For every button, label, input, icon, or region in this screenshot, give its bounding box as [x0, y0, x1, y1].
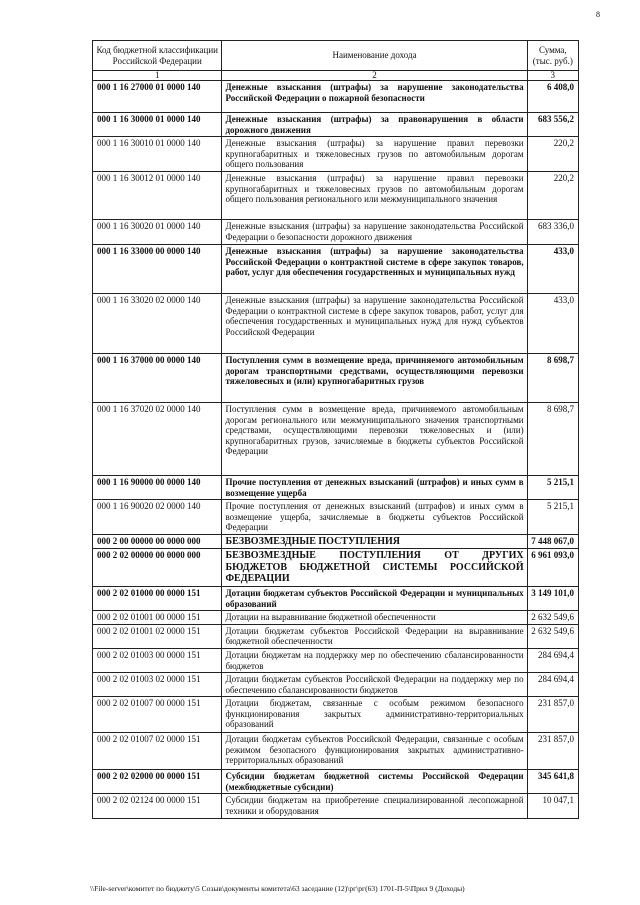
sum-cell: 683 336,0: [527, 219, 578, 244]
page-number: 8: [596, 10, 600, 19]
table-row: [93, 648, 579, 672]
name-cell: Денежные взыскания (штрафы) за нарушение правил перевозки крупногабаритных и тяжеловесных грузов по автомобильным дорогам общего пользования: [222, 137, 527, 172]
name-cell: Денежные взыскания (штрафы) за правонарушения в области дорожного движения: [222, 113, 527, 137]
name-cell: Поступления сумм в возмещение вреда, причиняемого автомобильным дорогам транспортными средствами, осуществляющими перевозки тяжеловесных и (или) крупногабаритных грузов: [222, 353, 527, 402]
name-cell: Денежные взыскания (штрафы) за нарушение законодательства Российской Федерации о безопасности дорожного движения: [222, 219, 527, 244]
sum-cell: 8 698,7: [527, 402, 578, 475]
sum-cell: 284 694,4: [527, 648, 578, 672]
code-cell: 000 1 16 30020 01 0000 140: [93, 219, 222, 244]
code-cell: 000 2 02 02000 00 0000 151: [93, 770, 222, 794]
code-cell: 000 2 02 01007 00 0000 151: [93, 697, 222, 733]
code-cell: 000 2 02 00000 00 0000 000: [93, 549, 222, 587]
table-row: [93, 794, 579, 818]
sum-cell: 433,0: [527, 244, 578, 293]
table-row: [93, 500, 579, 535]
name-cell: Денежные взыскания (штрафы) за нарушение правил перевозки крупногабаритных и тяжеловесных грузов по автомобильным дорогам общего пользования регионального или межмуниципального значения: [222, 171, 527, 219]
code-cell: 000 2 02 01007 02 0000 151: [93, 733, 222, 770]
sum-cell: 10 047,1: [527, 794, 578, 818]
name-cell: Денежные взыскания (штрафы) за нарушение законодательства Российской Федерации о пожарной безопасности: [222, 81, 527, 113]
code-cell: 000 2 02 02124 00 0000 151: [93, 794, 222, 818]
table-row: [93, 81, 579, 113]
name-cell: Дотации бюджетам субъектов Российской Федерации и муниципальных образований: [222, 586, 527, 610]
name-cell: БЕЗВОЗМЕЗДНЫЕ ПОСТУПЛЕНИЯ ОТ ДРУГИХ БЮДЖЕТОВ БЮДЖЕТНОЙ СИСТЕМЫ РОССИЙСКОЙ ФЕДЕРАЦИИ: [222, 549, 527, 587]
header-code: Код бюджетной классификации Российской Федерации: [93, 41, 222, 71]
table-row: [93, 733, 579, 770]
code-cell: 000 1 16 37000 00 0000 140: [93, 353, 222, 402]
sum-cell: 7 448 067,0: [527, 534, 578, 549]
sum-cell: 8 698,7: [527, 353, 578, 402]
sum-cell: 683 556,2: [527, 113, 578, 137]
table-row: [93, 611, 579, 625]
table-row: [93, 549, 579, 587]
table-row: [93, 624, 579, 648]
name-cell: Субсидии бюджетам на приобретение специализированной лесопожарной техники и оборудования: [222, 794, 527, 818]
sum-cell: 220,2: [527, 137, 578, 172]
table-row: [93, 673, 579, 697]
sum-cell: 3 149 101,0: [527, 586, 578, 610]
name-cell: Прочие поступления от денежных взысканий (штрафов) и иных сумм в возмещение ущерба, зачисляемые в бюджеты субъектов Российской Федерации: [222, 500, 527, 535]
sum-cell: 6 961 093,0: [527, 549, 578, 587]
index-cell: 3: [527, 71, 578, 81]
code-cell: 000 1 16 37020 02 0000 140: [93, 402, 222, 475]
code-cell: 000 1 16 30012 01 0000 140: [93, 171, 222, 219]
sum-cell: 5 215,1: [527, 475, 578, 499]
name-cell: Дотации бюджетам субъектов Российской Федерации, связанные с особым режимом безопасного функционирования закрытых административно-территориальных образований: [222, 733, 527, 770]
name-cell: Дотации на выравнивание бюджетной обеспеченности: [222, 611, 527, 625]
table-row: [93, 171, 579, 219]
name-cell: Поступления сумм в возмещение вреда, причиняемого автомобильным дорогам регионального или межмуниципального значения транспортными средствами, осуществляющими перевозки тяжеловесных и (или) крупногабаритных грузов, зачисляемые в бюджеты субъектов Российской Федерации: [222, 402, 527, 475]
name-cell: Дотации бюджетам субъектов Российской Федерации на поддержку мер по обеспечению сбалансированности бюджетов: [222, 673, 527, 697]
code-cell: 000 2 02 01000 00 0000 151: [93, 586, 222, 610]
name-cell: Дотации бюджетам, связанные с особым режимом безопасного функционирования закрытых административно-территориальных образований: [222, 697, 527, 733]
index-cell: 2: [222, 71, 527, 81]
name-cell: Денежные взыскания (штрафы) за нарушение законодательства Российской Федерации о контрактной системе в сфере закупок товаров, работ, услуг для обеспечения государственных и муниципальных нужд для нужд субъектов Российской Федерации: [222, 293, 527, 353]
sum-cell: 5 215,1: [527, 500, 578, 535]
sum-cell: 2 632 549,6: [527, 611, 578, 625]
sum-cell: 231 857,0: [527, 733, 578, 770]
index-cell: 1: [93, 71, 222, 81]
code-cell: 000 1 16 33000 00 0000 140: [93, 244, 222, 293]
sum-cell: 284 694,4: [527, 673, 578, 697]
name-cell: Дотации бюджетам на поддержку мер по обеспечению сбалансированности бюджетов: [222, 648, 527, 672]
table-row: [93, 402, 579, 475]
table-row: [93, 353, 579, 402]
file-path-footer: \\File-server\комитет по бюджету\5 Созыв\документы комитета\63 заседание (12)\рг\рг(63) 1701-П-5\Прил 9 (Доходы): [90, 884, 465, 893]
header-name: Наименование дохода: [222, 41, 527, 71]
name-cell: Прочие поступления от денежных взысканий (штрафов) и иных сумм в возмещение ущерба: [222, 475, 527, 499]
table-row: [93, 534, 579, 549]
table-row: [93, 113, 579, 137]
code-cell: 000 1 16 90000 00 0000 140: [93, 475, 222, 499]
code-cell: 000 2 02 01001 02 0000 151: [93, 624, 222, 648]
code-cell: 000 2 00 00000 00 0000 000: [93, 534, 222, 549]
sum-cell: 220,2: [527, 171, 578, 219]
table-row: [93, 697, 579, 733]
sum-cell: 231 857,0: [527, 697, 578, 733]
name-cell: Дотации бюджетам субъектов Российской Федерации на выравнивание бюджетной обеспеченности: [222, 624, 527, 648]
table-body: [93, 81, 579, 819]
sum-cell: 2 632 549,6: [527, 624, 578, 648]
code-cell: 000 1 16 30000 01 0000 140: [93, 113, 222, 137]
table-row: [93, 770, 579, 794]
sum-cell: 6 408,0: [527, 81, 578, 113]
code-cell: 000 2 02 01003 00 0000 151: [93, 648, 222, 672]
table-row: [93, 137, 579, 172]
revenue-table: [92, 40, 579, 819]
code-cell: 000 1 16 90020 02 0000 140: [93, 500, 222, 535]
sum-cell: 345 641,8: [527, 770, 578, 794]
code-cell: 000 1 16 30010 01 0000 140: [93, 137, 222, 172]
table-row: [93, 586, 579, 610]
header-sum: Сумма, (тыс. руб.): [527, 41, 578, 71]
table-row: [93, 293, 579, 353]
code-cell: 000 1 16 33020 02 0000 140: [93, 293, 222, 353]
code-cell: 000 1 16 27000 01 0000 140: [93, 81, 222, 113]
code-cell: 000 2 02 01003 02 0000 151: [93, 673, 222, 697]
name-cell: Денежные взыскания (штрафы) за нарушение законодательства Российской Федерации о контрактной системе в сфере закупок товаров, работ, услуг для обеспечения государственных и муниципальных нужд: [222, 244, 527, 293]
code-cell: 000 2 02 01001 00 0000 151: [93, 611, 222, 625]
name-cell: БЕЗВОЗМЕЗДНЫЕ ПОСТУПЛЕНИЯ: [222, 534, 527, 549]
table-row: [93, 219, 579, 244]
table-row: [93, 475, 579, 499]
sum-cell: 433,0: [527, 293, 578, 353]
table-row: [93, 244, 579, 293]
name-cell: Субсидии бюджетам бюджетной системы Российской Федерации (межбюджетные субсидии): [222, 770, 527, 794]
